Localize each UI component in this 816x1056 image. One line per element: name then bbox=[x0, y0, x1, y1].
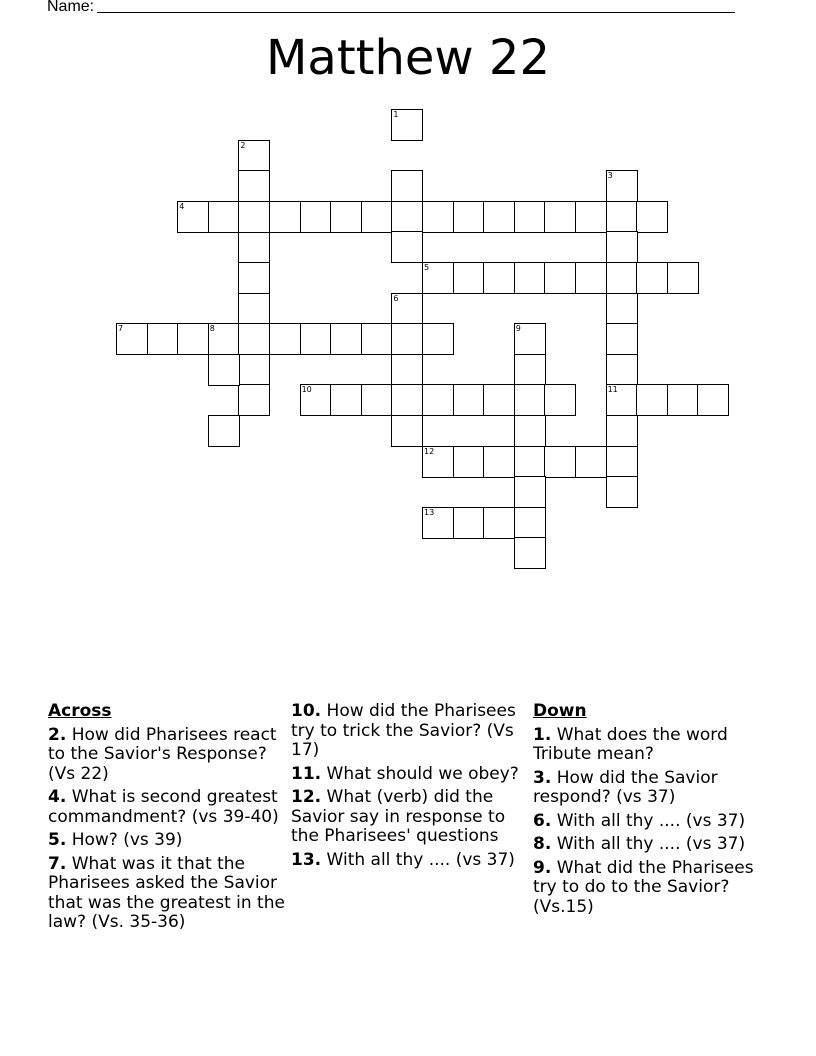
grid-cell[interactable] bbox=[238, 293, 270, 325]
grid-cell[interactable] bbox=[606, 446, 638, 478]
grid-cell[interactable] bbox=[514, 537, 546, 569]
clue-number: 12. bbox=[291, 787, 322, 807]
grid-cell[interactable] bbox=[697, 384, 729, 416]
clue-text: What was it that the Pharisees asked the Savior that was the greatest in the law? (Vs. 35-36) bbox=[48, 853, 285, 932]
clue-number: 8. bbox=[533, 834, 552, 854]
clue-number: 2. bbox=[48, 724, 67, 745]
clue-text: What does the word Tribute mean? bbox=[533, 724, 728, 764]
clue-text: What is second greatest commandment? (vs 39-40) bbox=[48, 787, 279, 827]
grid-cell[interactable] bbox=[422, 384, 454, 416]
grid-cell[interactable] bbox=[422, 446, 454, 478]
grid-cell[interactable] bbox=[606, 323, 638, 355]
grid-cell[interactable] bbox=[606, 170, 638, 202]
grid-cell[interactable] bbox=[483, 262, 515, 294]
grid-cell[interactable] bbox=[208, 201, 240, 233]
clue-number: 5. bbox=[48, 830, 67, 850]
clue-item bbox=[48, 831, 288, 851]
grid-cell[interactable] bbox=[238, 384, 270, 416]
clue-text: How did the Savior respond? (vs 37) bbox=[533, 767, 718, 807]
grid-cell[interactable] bbox=[575, 201, 607, 233]
grid-cell[interactable] bbox=[391, 415, 423, 447]
clue-number: 10. bbox=[291, 701, 322, 721]
down-clue-list bbox=[533, 726, 773, 918]
grid-cell[interactable] bbox=[238, 354, 270, 386]
grid-cell[interactable] bbox=[575, 446, 607, 478]
grid-cell[interactable] bbox=[208, 323, 240, 355]
grid-cell[interactable] bbox=[391, 170, 423, 202]
clue-number: 7. bbox=[48, 853, 67, 874]
grid-cell[interactable] bbox=[422, 201, 454, 233]
grid-cell[interactable] bbox=[514, 262, 546, 294]
grid-cell[interactable] bbox=[453, 262, 485, 294]
grid-cell[interactable] bbox=[453, 507, 485, 539]
clue-item bbox=[291, 765, 523, 785]
clue-number: 10 bbox=[301, 385, 312, 395]
grid-cell[interactable] bbox=[330, 323, 362, 355]
clue-item bbox=[291, 702, 523, 761]
grid-cell[interactable] bbox=[422, 262, 454, 294]
grid-cell[interactable] bbox=[636, 384, 668, 416]
grid-cell[interactable] bbox=[238, 262, 270, 294]
grid-cell[interactable] bbox=[667, 262, 699, 294]
grid-cell[interactable] bbox=[483, 507, 515, 539]
grid-cell[interactable] bbox=[514, 323, 546, 355]
grid-cell[interactable] bbox=[238, 323, 270, 355]
across-clue-list bbox=[48, 726, 288, 933]
grid-cell[interactable] bbox=[361, 323, 393, 355]
grid-cell[interactable] bbox=[514, 476, 546, 508]
clue-number: 4 bbox=[179, 201, 185, 211]
clue-item bbox=[48, 726, 288, 785]
grid-cell[interactable] bbox=[422, 507, 454, 539]
clue-text: How did Pharisees react to the Savior's Response? (Vs 22) bbox=[48, 724, 277, 784]
grid-cell[interactable] bbox=[483, 201, 515, 233]
grid-cell[interactable] bbox=[606, 262, 638, 294]
clue-number: 1 bbox=[393, 110, 399, 119]
name-label: Name: bbox=[47, 0, 95, 15]
grid-cell[interactable] bbox=[453, 201, 485, 233]
grid-cell[interactable] bbox=[606, 354, 638, 386]
clue-item bbox=[48, 855, 288, 933]
grid-cell[interactable] bbox=[483, 384, 515, 416]
clue-number: 3. bbox=[533, 767, 552, 788]
grid-cell[interactable] bbox=[177, 323, 209, 355]
clue-item bbox=[291, 788, 523, 847]
grid-cell[interactable] bbox=[422, 323, 454, 355]
clue-item bbox=[533, 835, 773, 855]
clue-item bbox=[48, 788, 288, 827]
clue-item bbox=[291, 851, 523, 871]
grid-cell[interactable] bbox=[483, 446, 515, 478]
clue-number: 9. bbox=[533, 857, 552, 878]
clue-number: 2 bbox=[240, 140, 246, 150]
grid-cell[interactable] bbox=[177, 201, 209, 233]
grid-cell[interactable] bbox=[391, 384, 423, 416]
down-heading: Down bbox=[533, 701, 587, 721]
clue-number: 5 bbox=[424, 263, 430, 272]
grid-cell[interactable] bbox=[514, 201, 546, 233]
clue-number: 7 bbox=[118, 324, 124, 334]
grid-cell[interactable] bbox=[391, 109, 423, 141]
clue-item bbox=[533, 726, 773, 765]
grid-cell[interactable] bbox=[361, 384, 393, 416]
grid-cell[interactable] bbox=[238, 140, 270, 172]
clue-item bbox=[533, 812, 773, 832]
grid-cell[interactable] bbox=[391, 231, 423, 263]
grid-cell[interactable] bbox=[147, 323, 179, 355]
grid-cell[interactable] bbox=[391, 201, 423, 233]
clue-text: With all thy .... (vs 37) bbox=[556, 810, 746, 831]
down-column bbox=[533, 702, 773, 921]
grid-cell[interactable] bbox=[269, 201, 301, 233]
grid-cell[interactable] bbox=[606, 293, 638, 325]
clue-number: 11 bbox=[607, 385, 618, 395]
grid-cell[interactable] bbox=[208, 415, 240, 447]
clue-number: 12 bbox=[424, 446, 435, 456]
grid-cell[interactable] bbox=[606, 201, 638, 233]
across-column-continued bbox=[291, 702, 523, 874]
grid-cell[interactable] bbox=[238, 170, 270, 202]
grid-cell[interactable] bbox=[300, 201, 332, 233]
grid-cell[interactable] bbox=[300, 323, 332, 355]
grid-cell[interactable] bbox=[544, 262, 576, 294]
grid-cell[interactable] bbox=[606, 415, 638, 447]
grid-cell[interactable] bbox=[514, 384, 546, 416]
page-title: Matthew 22 bbox=[265, 30, 550, 86]
clue-number: 1. bbox=[533, 724, 552, 745]
clue-text: What should we obey? bbox=[326, 763, 519, 784]
clue-number: 9 bbox=[515, 324, 521, 334]
clue-number: 11. bbox=[291, 763, 322, 784]
grid-cell[interactable] bbox=[544, 201, 576, 233]
grid-cell[interactable] bbox=[606, 384, 638, 416]
clue-number: 6 bbox=[393, 293, 399, 303]
grid-cell[interactable] bbox=[116, 323, 148, 355]
grid-cell[interactable] bbox=[514, 507, 546, 539]
across-heading: Across bbox=[48, 701, 112, 721]
grid-cell[interactable] bbox=[238, 231, 270, 263]
clue-text: What did the Pharisees try to do to the Savior? (Vs.15) bbox=[533, 857, 754, 917]
grid-cell[interactable] bbox=[514, 446, 546, 478]
clue-number: 4. bbox=[48, 787, 67, 807]
grid-cell[interactable] bbox=[330, 201, 362, 233]
grid-cell[interactable] bbox=[361, 201, 393, 233]
across-clue-list-continued bbox=[291, 702, 523, 870]
grid-cell[interactable] bbox=[575, 262, 607, 294]
grid-cell[interactable] bbox=[330, 384, 362, 416]
clue-number: 8 bbox=[209, 324, 215, 334]
clue-number: 6. bbox=[533, 810, 552, 831]
grid-cell[interactable] bbox=[606, 476, 638, 508]
clue-number: 13 bbox=[424, 507, 435, 517]
clue-text: What (verb) did the Savior say in response to the Pharisees' questions bbox=[291, 787, 506, 846]
clue-text: How? (vs 39) bbox=[71, 830, 183, 850]
clue-number: 3 bbox=[607, 171, 613, 181]
clue-item bbox=[533, 859, 773, 918]
grid-cell[interactable] bbox=[269, 323, 301, 355]
grid-cell[interactable] bbox=[514, 354, 546, 386]
grid-cell[interactable] bbox=[453, 384, 485, 416]
grid-cell[interactable] bbox=[453, 446, 485, 478]
grid-cell[interactable] bbox=[208, 354, 240, 386]
clue-text: How did the Pharisees try to trick the Savior? (Vs 17) bbox=[291, 701, 516, 760]
clue-item bbox=[533, 769, 773, 808]
grid-cell[interactable] bbox=[300, 384, 332, 416]
clue-number: 13. bbox=[291, 849, 322, 870]
grid-cell[interactable] bbox=[391, 293, 423, 325]
grid-cell[interactable] bbox=[238, 201, 270, 233]
clue-text: With all thy .... (vs 37) bbox=[326, 849, 515, 870]
grid-cell[interactable] bbox=[606, 231, 638, 263]
grid-cell[interactable] bbox=[544, 384, 576, 416]
grid-cell[interactable] bbox=[667, 384, 699, 416]
grid-cell[interactable] bbox=[391, 354, 423, 386]
grid-cell[interactable] bbox=[544, 446, 576, 478]
grid-cell[interactable] bbox=[636, 201, 668, 233]
grid-cell[interactable] bbox=[636, 262, 668, 294]
clue-text: With all thy .... (vs 37) bbox=[556, 834, 746, 854]
grid-cell[interactable] bbox=[514, 415, 546, 447]
across-column bbox=[48, 702, 288, 937]
grid-cell[interactable] bbox=[391, 323, 423, 355]
